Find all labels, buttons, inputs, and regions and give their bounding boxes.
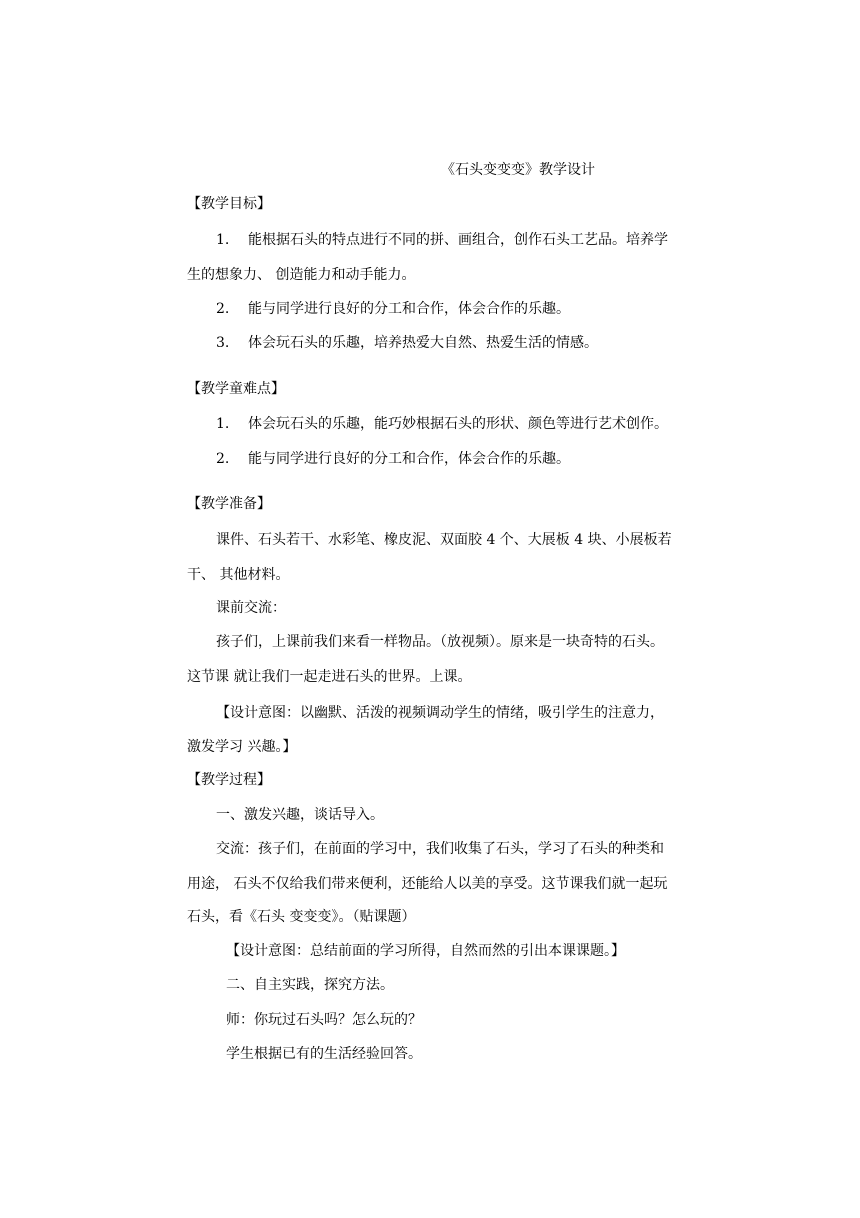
difficulty-item-2 bbox=[216, 450, 570, 468]
item-text: 能与同学进行良好的分工和合作，体会合作的乐趣。 bbox=[248, 301, 570, 317]
item-number: 2. bbox=[216, 301, 230, 317]
section-heading-process: 【教学过程】 bbox=[187, 772, 271, 788]
preparation-line-2: 干、 其他材料。 bbox=[187, 567, 290, 583]
item-text: 能与同学进行良好的分工和合作，体会合作的乐趣。 bbox=[248, 451, 570, 467]
item-number: 1. bbox=[216, 232, 230, 248]
objective-item-1-continuation: 生的想象力、 创造能力和动手能力。 bbox=[187, 267, 416, 283]
preparation-line-1: 课件、石头若干、水彩笔、橡皮泥、双面胶 4 个、大展板 4 块、小展板若 bbox=[216, 532, 672, 548]
exchange-paragraph-line-2: 用途， 石头不仅给我们带来便利，还能给人以美的享受。这节课我们就一起玩 bbox=[187, 876, 668, 892]
section-heading-difficulties: 【教学童难点】 bbox=[187, 381, 285, 397]
section-heading-objectives: 【教学目标】 bbox=[187, 196, 271, 212]
item-text: 体会玩石头的乐趣，培养热爱大自然、热爱生活的情感。 bbox=[248, 335, 598, 351]
difficulty-item-1 bbox=[216, 415, 668, 433]
item-text: 体会玩石头的乐趣，能巧妙根据石头的形状、颜色等进行艺术创作。 bbox=[248, 416, 668, 432]
document-title: 《石头变变变》教学设计 bbox=[441, 162, 595, 178]
item-number: 3. bbox=[216, 335, 230, 351]
item-text: 能根据石头的特点进行不同的拼、画组合，创作石头工艺品。培养学 bbox=[248, 232, 668, 248]
exchange-paragraph-line-1: 交流：孩子们，在前面的学习中，我们收集了石头，学习了石头的种类和 bbox=[216, 841, 664, 857]
item-number: 1. bbox=[216, 416, 230, 432]
exchange-paragraph-line-3: 石头，看《石头 变变变》。（贴课题） bbox=[187, 909, 416, 925]
item-number: 2. bbox=[216, 451, 230, 467]
design-intent-line-2: 激发学习 兴趣。】 bbox=[187, 739, 297, 755]
teacher-question: 师：你玩过石头吗？怎么玩的？ bbox=[226, 1012, 422, 1028]
design-intent-2: 【设计意图：总结前面的学习所得，自然而然的引出本课课题。】 bbox=[226, 943, 625, 959]
process-step-1: 一、激发兴趣，谈话导入。 bbox=[216, 807, 384, 823]
student-answer: 学生根据已有的生活经验回答。 bbox=[226, 1046, 422, 1062]
objective-item-3 bbox=[216, 334, 598, 352]
design-intent-line-1: 【设计意图：以幽默、活泼的视频调动学生的情绪，吸引学生的注意力， bbox=[216, 705, 664, 721]
objective-item-1 bbox=[216, 231, 668, 249]
process-step-2: 二、自主实践，探究方法。 bbox=[226, 977, 394, 993]
pre-class-label: 课前交流： bbox=[216, 600, 286, 616]
intro-paragraph-line-2: 这节课 就让我们一起走进石头的世界。上课。 bbox=[187, 669, 472, 685]
section-heading-preparation: 【教学准备】 bbox=[187, 496, 271, 512]
intro-paragraph-line-1: 孩子们，上课前我们来看一样物品。（放视频）。原来是一块奇特的石头。 bbox=[216, 634, 664, 650]
objective-item-2 bbox=[216, 300, 570, 318]
